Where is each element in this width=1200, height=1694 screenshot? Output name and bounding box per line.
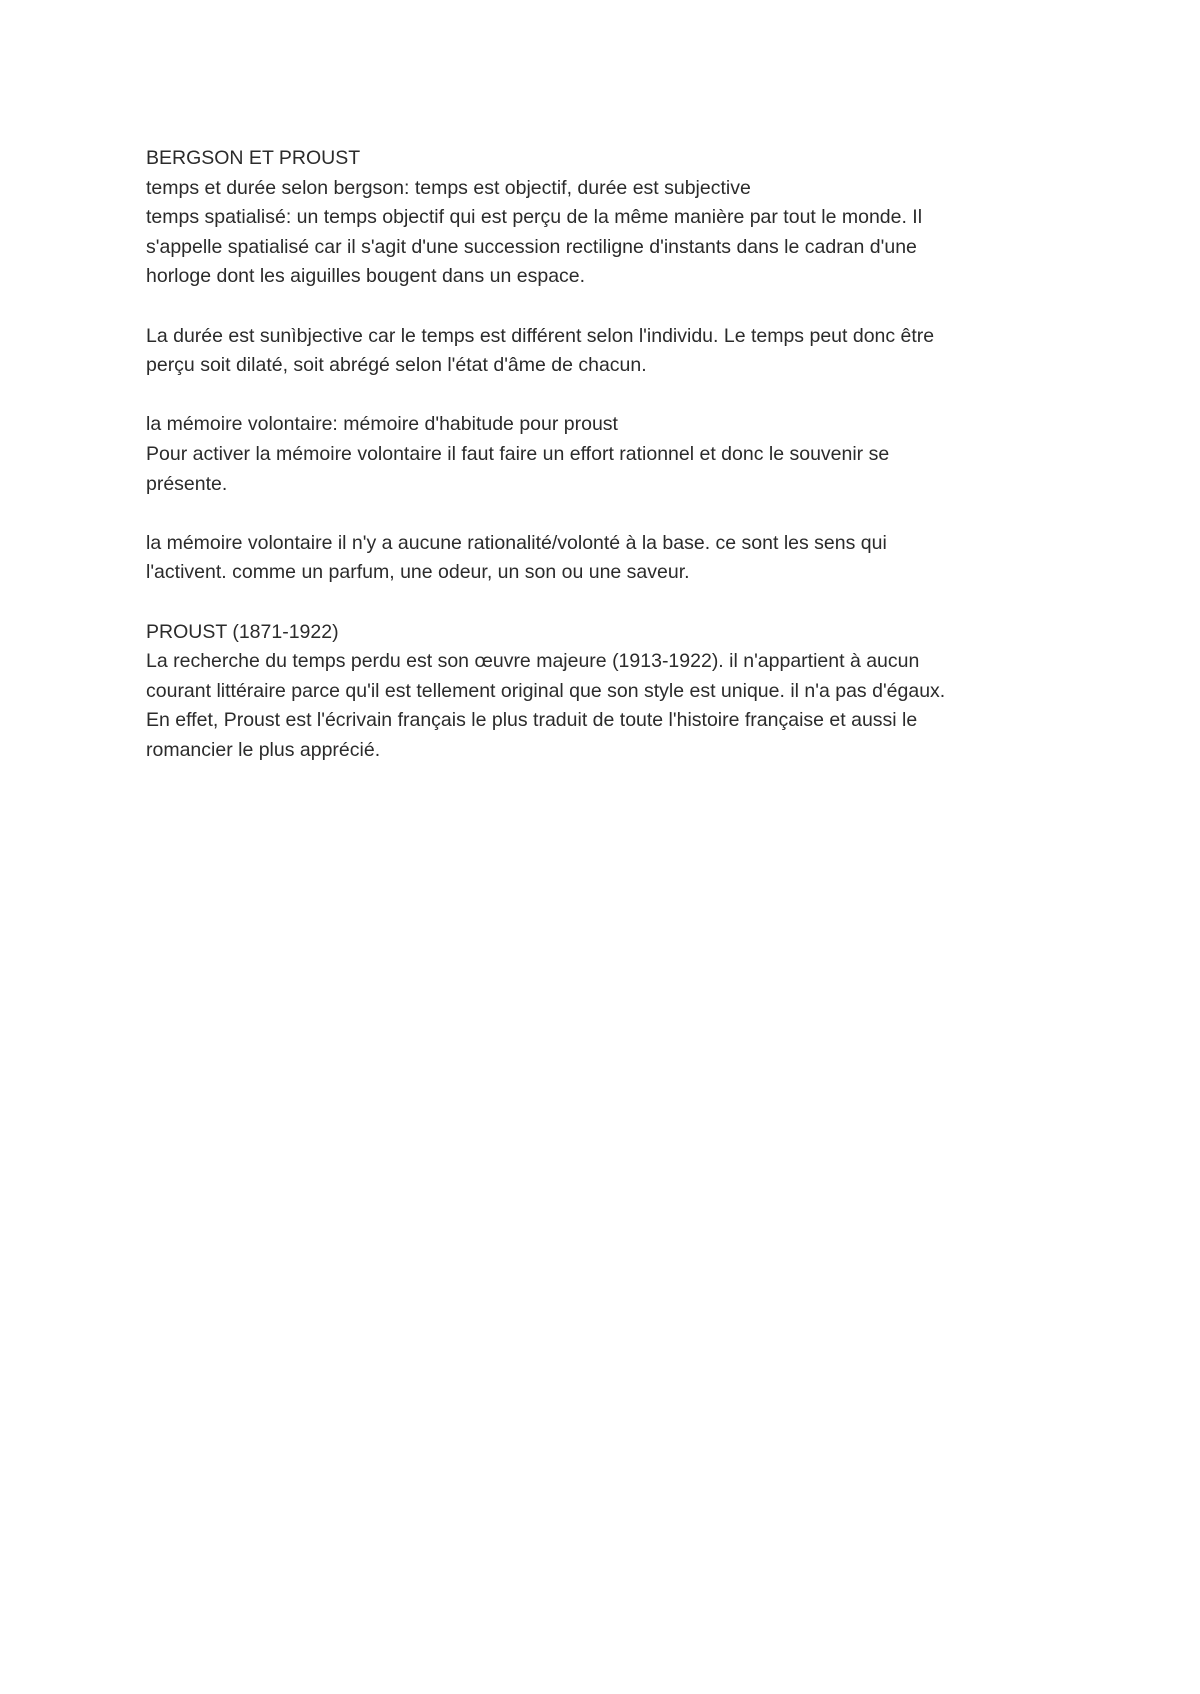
- text-line: romancier le plus apprécié.: [146, 738, 381, 761]
- text-line: courant littéraire parce qu'il est tellement original que son style est unique. il n'a pas d'égaux.: [146, 679, 946, 702]
- text-line: présente.: [146, 472, 228, 495]
- blank-line: [146, 499, 1066, 529]
- text-line: perçu soit dilaté, soit abrégé selon l'état d'âme de chacun.: [146, 354, 647, 377]
- blank-line: [146, 381, 1066, 411]
- blank-line: [146, 292, 1066, 322]
- text-line: Pour activer la mémoire volontaire il faut faire un effort rationnel et donc le souvenir se: [146, 442, 890, 465]
- text-line: l'activent. comme un parfum, une odeur, un son ou une saveur.: [146, 561, 690, 584]
- text-line: La recherche du temps perdu est son œuvre majeure (1913-1922). il n'appartient à aucun: [146, 650, 920, 673]
- text-line: temps et durée selon bergson: temps est objectif, durée est subjective: [146, 176, 751, 199]
- text-line: horloge dont les aiguilles bougent dans un espace.: [146, 265, 586, 288]
- section-heading: PROUST (1871-1922): [146, 620, 339, 643]
- text-line: temps spatialisé: un temps objectif qui est perçu de la même manière par tout le monde. Il: [146, 206, 923, 229]
- text-line: s'appelle spatialisé car il s'agit d'une succession rectiligne d'instants dans le cadran d'une: [146, 235, 917, 258]
- document-title: BERGSON ET PROUST: [146, 147, 361, 169]
- text-line: En effet, Proust est l'écrivain français le plus traduit de toute l'histoire française et aussi le: [146, 709, 918, 732]
- document-body: [146, 144, 1066, 765]
- blank-line: [146, 588, 1066, 618]
- text-line: la mémoire volontaire: mémoire d'habitude pour proust: [146, 413, 618, 436]
- text-line: la mémoire volontaire il n'y a aucune rationalité/volonté à la base. ce sont les sens qui: [146, 531, 887, 554]
- text-line: La durée est sunìbjective car le temps est différent selon l'individu. Le temps peut donc être: [146, 324, 935, 347]
